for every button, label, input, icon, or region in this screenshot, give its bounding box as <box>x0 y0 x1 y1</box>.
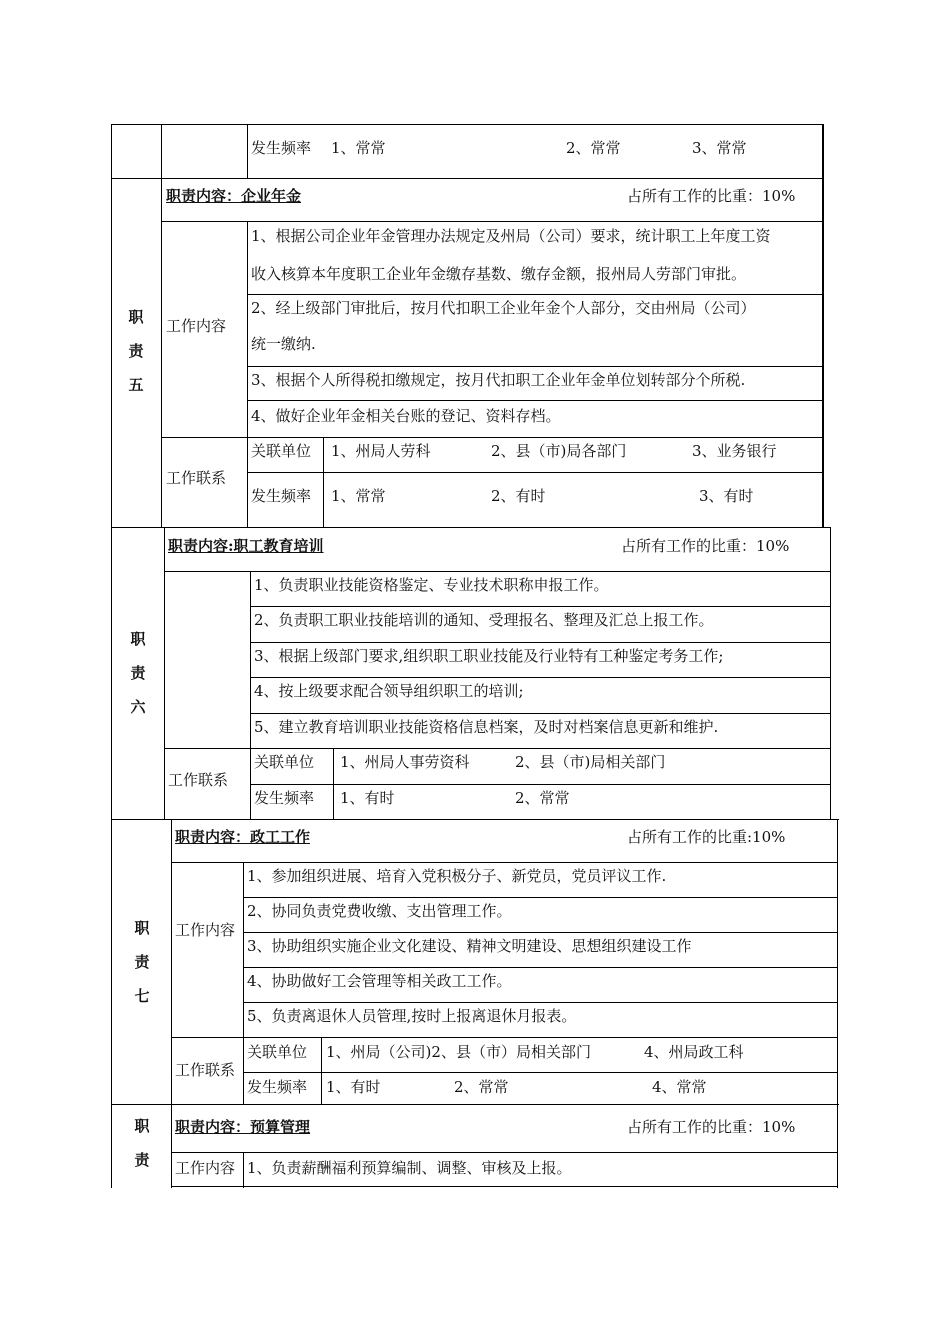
duty7-freq-3: 4、常常 <box>652 1078 707 1096</box>
duty5-item4: 4、做好企业年金相关台账的登记、资料存档。 <box>251 407 561 425</box>
row-divider <box>247 294 824 295</box>
col-divider <box>250 571 251 819</box>
duty6-item2: 2、负责职工职业技能培训的通知、受理报名、整理及汇总上报工作。 <box>254 611 714 629</box>
row-divider <box>243 932 838 933</box>
row-divider <box>164 571 831 572</box>
row-divider <box>161 221 824 222</box>
section-divider <box>111 527 831 528</box>
duty-table <box>111 124 839 1188</box>
duty6-title: 职责内容:职工教育培训 <box>168 537 324 555</box>
duty7-item3: 3、协助组织实施企业文化建设、精神文明建设、思想组织建设工作 <box>247 937 692 955</box>
duty5-freq-3: 3、有时 <box>699 487 754 505</box>
row-divider <box>250 677 831 678</box>
col-divider <box>161 178 162 527</box>
duty5-freq-label: 发生频率 <box>251 487 312 505</box>
duty5-unit-3: 3、业务银行 <box>692 442 777 460</box>
row-divider <box>250 713 831 714</box>
row-divider <box>243 1002 838 1003</box>
duty5-unit-2: 2、县（市)局各部门 <box>491 442 627 460</box>
duty7-item4: 4、协助做好工会管理等相关政工工作。 <box>247 972 512 990</box>
row-divider <box>243 967 838 968</box>
duty5-freq-2: 2、有时 <box>491 487 546 505</box>
duty7-freq-2: 2、常常 <box>454 1078 509 1096</box>
duty6-item5: 5、建立教育培训职业技能资格信息档案，及时对档案信息更新和维护. <box>254 718 719 736</box>
top-freq-1: 1、常常 <box>331 139 386 157</box>
top-freq-label: 发生频率 <box>251 139 312 157</box>
row-divider <box>243 897 838 898</box>
row-divider <box>171 862 838 863</box>
duty7-item5: 5、负责离退休人员管理,按时上报离退休月报表。 <box>247 1007 577 1025</box>
duty7-ratio: 占所有工作的比重:10% <box>627 828 786 846</box>
row-divider <box>250 606 831 607</box>
duty7-title: 职责内容：政工工作 <box>175 828 311 846</box>
duty5-unit-1: 1、州局人劳科 <box>331 442 431 460</box>
duty7-content-label: 工作内容 <box>175 921 236 939</box>
duty8-content-label: 工作内容 <box>175 1159 236 1177</box>
duty6-item1: 1、负责职业技能资格鉴定、专业技术职称申报工作。 <box>254 576 609 594</box>
duty5-content-label: 工作内容 <box>166 317 227 335</box>
row-divider <box>171 1152 838 1153</box>
duty8-item1: 1、负责薪酬福利预算编制、调整、审核及上报。 <box>247 1159 572 1177</box>
duty5-item1-line1: 1、根据公司企业年金管理办法规定及州局（公司）要求，统计职工上年度工资 <box>251 227 771 245</box>
duty8-title: 职责内容：预算管理 <box>175 1118 311 1136</box>
duty7-item1: 1、参加组织进展、培育入党积极分子、新党员，党员评议工作. <box>247 867 667 885</box>
duty8-name: 职 责 <box>134 1117 150 1169</box>
col-divider <box>161 124 162 178</box>
top-freq-3: 3、常常 <box>692 139 747 157</box>
col-divider <box>247 221 248 527</box>
duty5-item2-line1: 2、经上级部门审批后，按月代扣职工企业年金个人部分，交由州局（公司） <box>251 299 756 317</box>
col-divider <box>323 437 324 527</box>
duty7-freq-1: 1、有时 <box>326 1078 381 1096</box>
duty7-name: 职 责 七 <box>134 919 150 1005</box>
col-divider <box>243 1152 244 1188</box>
duty6-freq-2: 2、常常 <box>515 789 570 807</box>
row-divider <box>243 1072 838 1073</box>
duty7-contact-label: 工作联系 <box>175 1061 236 1079</box>
row-divider <box>247 472 824 473</box>
col-divider <box>321 1037 322 1104</box>
top-freq-2: 2、常常 <box>566 139 621 157</box>
col-divider <box>247 124 248 178</box>
duty6-unit-1: 1、州局人事劳资科 <box>340 753 470 771</box>
col-divider <box>171 1104 172 1188</box>
duty6-ratio: 占所有工作的比重：10% <box>621 537 790 555</box>
row-divider <box>111 178 824 179</box>
duty7-unit-1: 1、州局（公司)2、县（市）局相关部门 <box>326 1043 591 1061</box>
duty5-freq-1: 1、常常 <box>331 487 386 505</box>
duty6-contact-label: 工作联系 <box>168 771 229 789</box>
row-divider <box>164 748 831 749</box>
duty5-units-label: 关联单位 <box>251 442 312 460</box>
row-divider <box>247 366 824 367</box>
table-right-border <box>822 124 824 527</box>
duty7-unit-2: 4、州局政工科 <box>644 1043 744 1061</box>
duty6-item3: 3、根据上级部门要求,组织职工职业技能及行业特有工种鉴定考务工作; <box>254 647 724 665</box>
table-top-border <box>111 124 823 125</box>
col-divider <box>243 862 244 1104</box>
section-divider <box>111 819 839 820</box>
duty6-freq-label: 发生频率 <box>254 789 315 807</box>
section-divider <box>111 1104 839 1105</box>
duty7-units-label: 关联单位 <box>247 1043 308 1061</box>
duty5-item3: 3、根据个人所得税扣缴规定，按月代扣职工企业年金单位划转部分个所税. <box>251 371 746 389</box>
row-divider <box>161 437 824 438</box>
duty8-ratio: 占所有工作的比重：10% <box>627 1118 796 1136</box>
duty7-freq-label: 发生频率 <box>247 1078 308 1096</box>
row-divider <box>250 642 831 643</box>
duty6-freq-1: 1、有时 <box>340 789 395 807</box>
section-right-border <box>837 819 838 1188</box>
row-divider <box>247 400 824 401</box>
row-divider <box>250 784 831 785</box>
duty6-units-label: 关联单位 <box>254 753 315 771</box>
duty6-unit-2: 2、县（市)局相关部门 <box>515 753 666 771</box>
duty6-name: 职 责 六 <box>130 630 146 716</box>
duty5-item2-line2: 统一缴纳. <box>251 335 316 353</box>
table-left-border <box>111 124 112 1188</box>
duty7-item2: 2、协同负责党费收缴、支出管理工作。 <box>247 902 512 920</box>
duty5-contact-label: 工作联系 <box>166 469 227 487</box>
duty6-item4: 4、按上级要求配合领导组织职工的培训; <box>254 682 524 700</box>
duty5-name: 职 责 五 <box>128 308 144 394</box>
duty5-item1-line2: 收入核算本年度职工企业年金缴存基数、缴存金额，报州局人劳部门审批。 <box>251 265 747 283</box>
row-divider <box>171 1037 838 1038</box>
duty5-title: 职责内容：企业年金 <box>166 187 302 205</box>
duty5-ratio: 占所有工作的比重：10% <box>627 187 796 205</box>
row-divider <box>171 1186 838 1187</box>
